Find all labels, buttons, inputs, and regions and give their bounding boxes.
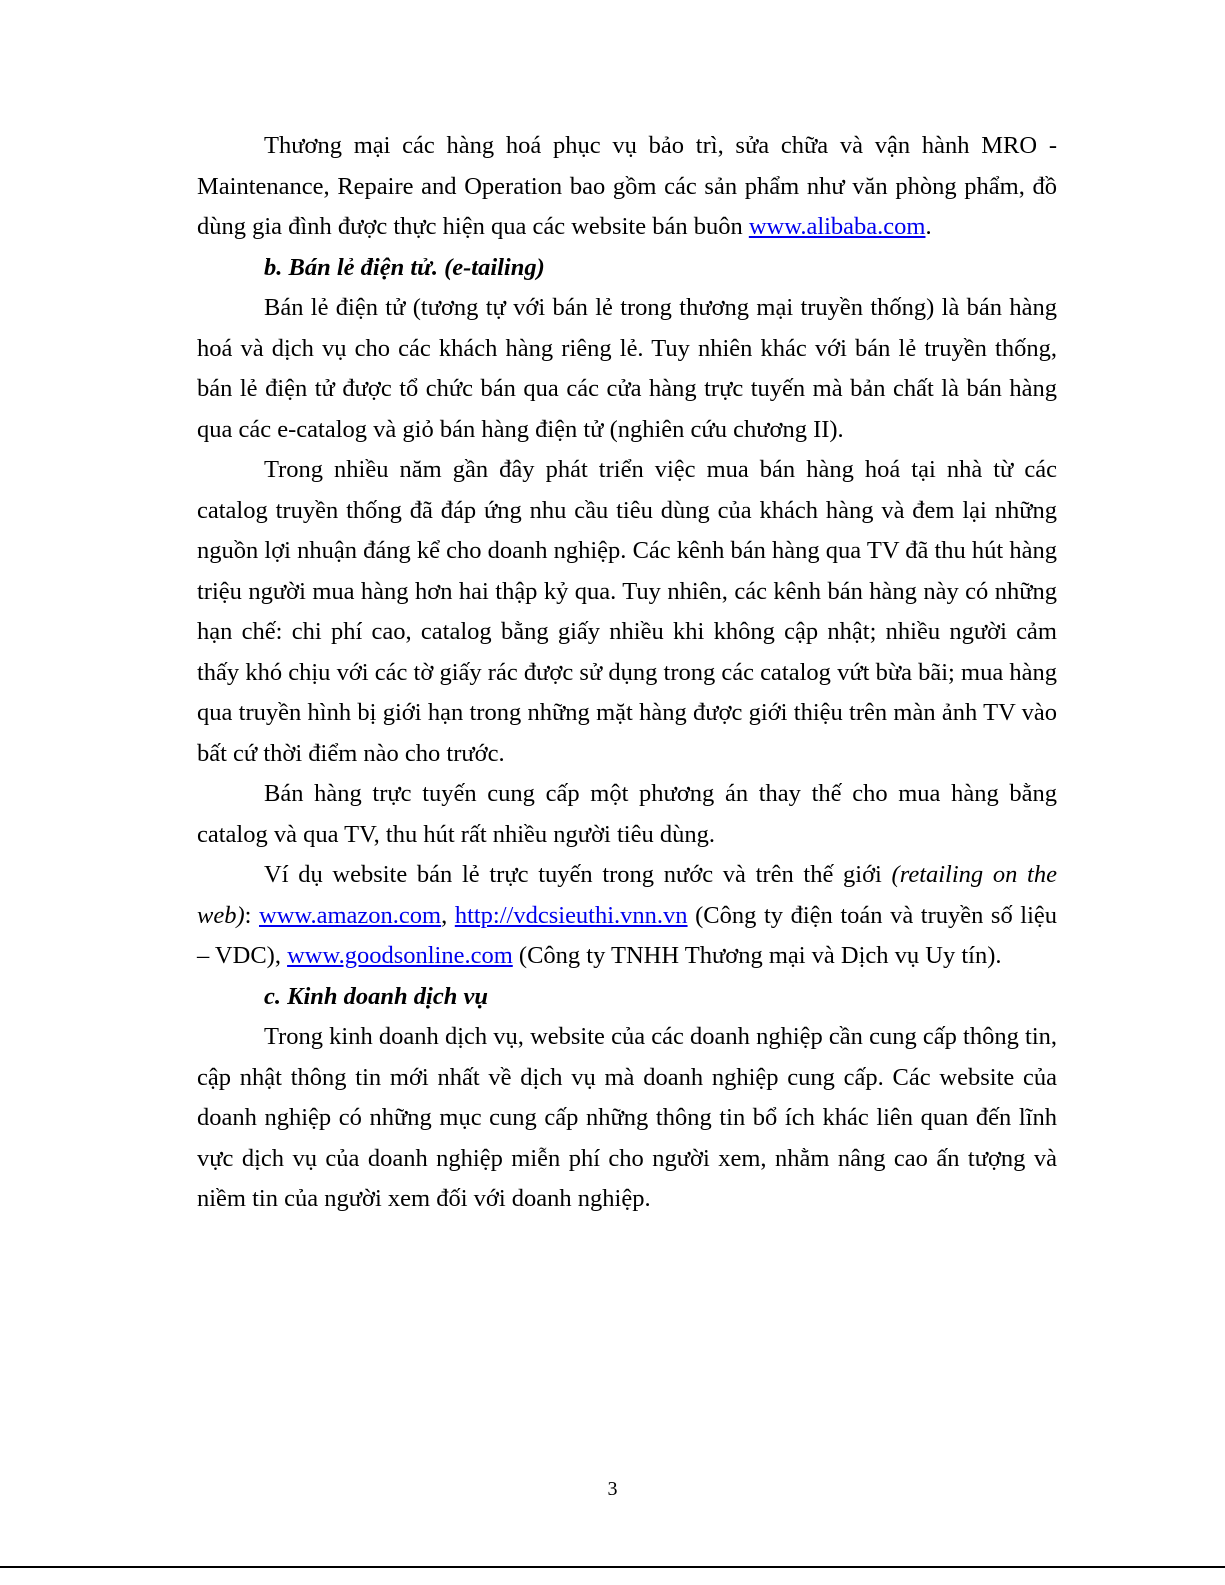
paragraph-etailing-history: Trong nhiều năm gần đây phát triển việc mua bán hàng hoá tại nhà từ các catalog truyền thống đã đáp ứng nhu cầu tiêu dùng của khách hàng và đem lại những nguồn lợi nhuận đáng kể cho doanh nghiệp. Các kênh bán hàng qua TV đã thu hút hàng triệu người mua hàng hơn hai thập kỷ qua. Tuy nhiên, các kênh bán hàng này có những hạn chế: chi phí cao, catalog bằng giấy nhiều khi không cập nhật; nhiều người cảm thấy khó chịu với các tờ giấy rác được sử dụng trong các catalog vứt bừa bãi; mua hàng qua truyền hình bị giới hạn trong những mặt hàng được giới thiệu trên màn ảnh TV vào bất cứ thời điểm nào cho trước. xyxy=(197,456,1057,767)
document-body xyxy=(197,126,1057,1220)
paragraph-mro-end: . xyxy=(925,213,932,240)
paragraph-examples xyxy=(197,855,1057,977)
link-amazon[interactable]: www.amazon.com xyxy=(259,901,442,929)
bottom-rule-divider xyxy=(0,1566,1225,1568)
link-alibaba[interactable]: www.alibaba.com xyxy=(748,213,926,240)
examples-colon: : xyxy=(244,901,259,929)
paragraph-mro xyxy=(197,126,1057,248)
heading-c-services: c. Kinh doanh dịch vụ xyxy=(264,982,488,1010)
examples-intro-italic: (retailing on the web) xyxy=(197,861,1057,929)
paragraph-mro-text: Thương mại các hàng hoá phục vụ bảo trì, sửa chữa và vận hành MRO - Maintenance, Repaire and Operation bao gồm các sản phẩm như văn phòng phẩm, đồ dùng gia đình được thực hiện qua các website bán buôn xyxy=(197,132,1057,240)
link-vdcsieuthi[interactable]: http://vdcsieuthi.vnn.vn xyxy=(454,901,688,929)
paragraph-etailing-alternative: Bán hàng trực tuyến cung cấp một phương án thay thế cho mua hàng bằng catalog và qua TV, thu hút rất nhiều người tiêu dùng. xyxy=(197,780,1057,848)
examples-goods-description: (Công ty TNHH Thương mại và Dịch vụ Uy tín). xyxy=(512,942,1002,969)
examples-intro: Ví dụ website bán lẻ trực tuyến trong nước và trên thế giới xyxy=(264,861,892,888)
page-number: 3 xyxy=(607,1478,618,1500)
heading-b-etailing: b. Bán lẻ điện tử. (e-tailing) xyxy=(264,253,545,281)
paragraph-etailing-definition: Bán lẻ điện tử (tương tự với bán lẻ trong thương mại truyền thống) là bán hàng hoá và dịch vụ cho các khách hàng riêng lẻ. Tuy nhiên khác với bán lẻ truyền thống, bán lẻ điện tử được tổ chức bán qua các cửa hàng trực tuyến mà bản chất là bán hàng qua các e-catalog và giỏ bán hàng điện tử (nghiên cứu chương II). xyxy=(197,294,1057,443)
examples-separator-2: , xyxy=(274,942,288,969)
examples-vdc-description: (Công ty điện toán và truyền số liệu – VDC) xyxy=(197,901,1058,969)
examples-separator-1: , xyxy=(441,901,455,929)
paragraph-services: Trong kinh doanh dịch vụ, website của các doanh nghiệp cần cung cấp thông tin, cập nhật thông tin mới nhất về dịch vụ mà doanh nghiệp cung cấp. Các website của doanh nghiệp có những mục cung cấp những thông tin bổ ích khác liên quan đến lĩnh vực dịch vụ của doanh nghiệp miễn phí cho người xem, nhằm nâng cao ấn tượng và niềm tin của người xem đối với doanh nghiệp. xyxy=(197,1023,1057,1212)
link-goodsonline[interactable]: www.goodsonline.com xyxy=(287,942,513,969)
